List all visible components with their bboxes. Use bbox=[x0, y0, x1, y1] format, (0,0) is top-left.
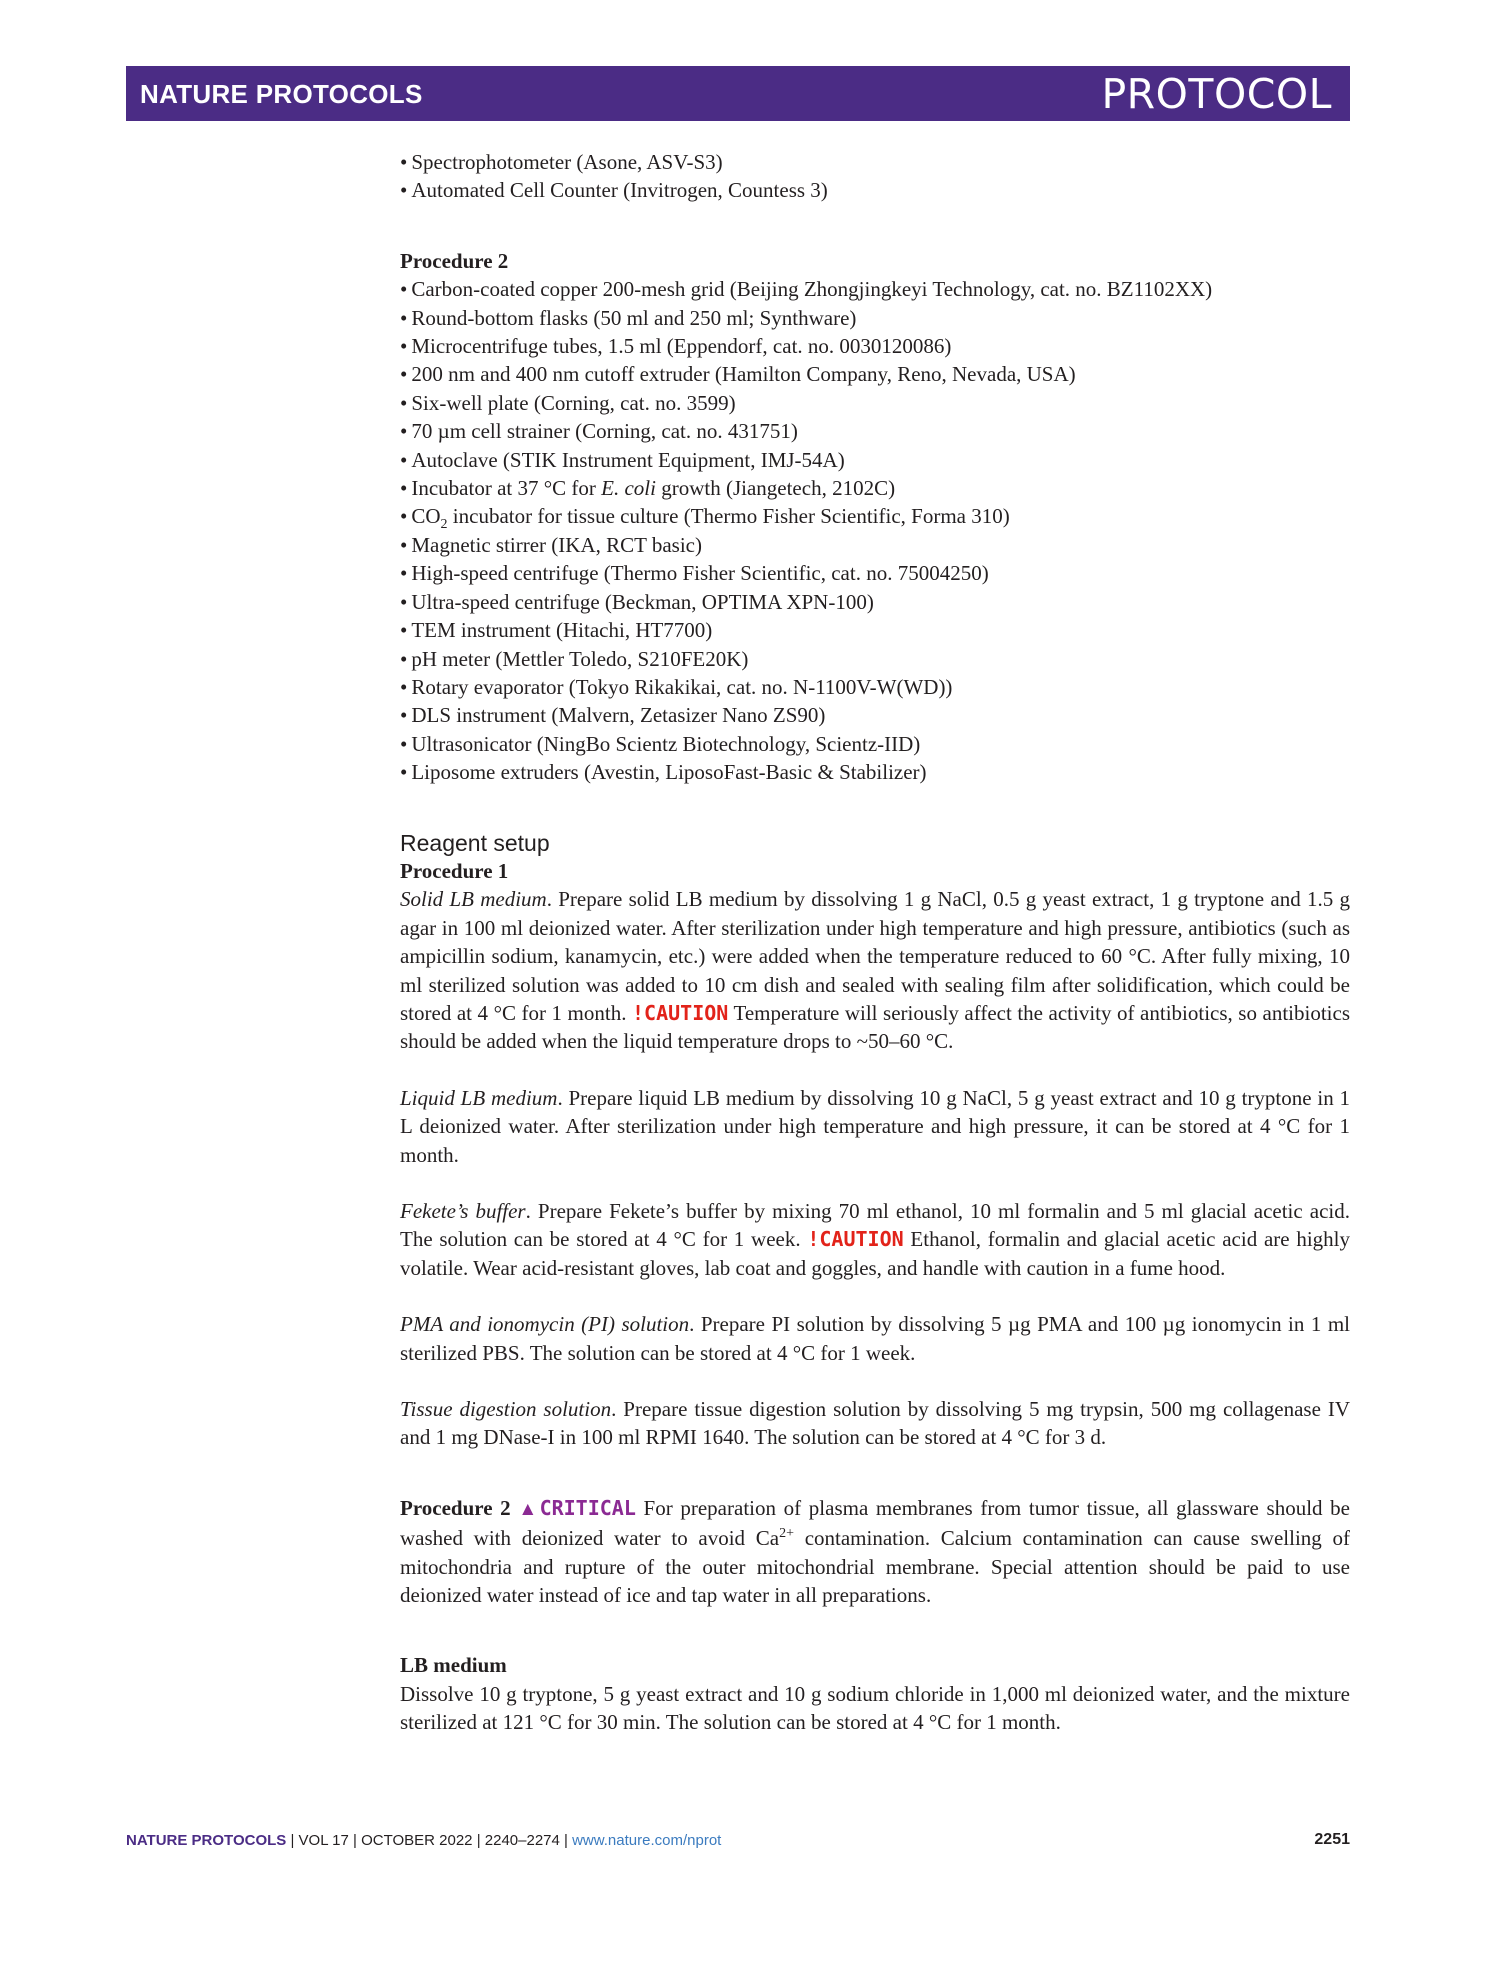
list-item: • Microcentrifuge tubes, 1.5 ml (Eppendorf, cat. no. 0030120086) bbox=[400, 334, 952, 359]
list-item: • DLS instrument (Malvern, Zetasizer Nano ZS90) bbox=[400, 703, 826, 728]
list-item: • Ultrasonicator (NingBo Scientz Biotechnology, Scientz-IID) bbox=[400, 731, 921, 756]
procedure2-critical-paragraph: Procedure 2 ▲CRITICAL For preparation of plasma membranes from tumor tissue, all glassware should be washed with deionized water to avoid $Ca^{2+}$ contamination. Calcium contamination can cause swelling of mitochondria and rupture of the outer mitochondrial membrane. Special attention should be paid to use deionized water instead of ice and tap water in all preparations. bbox=[400, 1495, 1351, 1608]
list-item: • Magnetic stirrer (IKA, RCT basic) bbox=[400, 532, 702, 557]
procedure2-equipment-heading: Procedure 2 bbox=[400, 248, 509, 273]
list-item: • pH meter (Mettler Toledo, S210FE20K) bbox=[400, 646, 749, 671]
list-item: • Liposome extruders (Avestin, LiposoFast-Basic & Stabilizer) bbox=[400, 760, 927, 785]
lb-medium-paragraph: Dissolve 10 g tryptone, 5 g yeast extract and 10 g sodium chloride in 1,000 ml deionized water, and the mixture sterilized at 121 °C for 30 min. The solution can be stored at 4 °C for 1 month. bbox=[400, 1681, 1350, 1735]
page-number: 2251 bbox=[1314, 1831, 1350, 1848]
equipment-list-top bbox=[400, 148, 1350, 205]
list-item: • High-speed centrifuge (Thermo Fisher Scientific, cat. no. 75004250) bbox=[400, 561, 989, 586]
list-item: • $CO_2$ incubator for tissue culture (Thermo Fisher Scientific, Forma 310) bbox=[400, 504, 1010, 533]
reagent-setup-heading: Reagent setup bbox=[400, 829, 550, 856]
critical-triangle-icon: ▲ bbox=[518, 1498, 540, 1520]
solid-lb-paragraph: Solid LB medium. Prepare solid LB medium by dissolving 1 g NaCl, 0.5 g yeast extract, 1 g tryptone and 1.5 g agar in 100 ml deionized water. After sterilization under high temperature and high pressure, antibiotics (such as ampicillin sodium, kanamycin, etc.) were added when the temperature reduced to 60 °C. After fully mixing, 10 ml sterilized solution was added to 10 cm dish and sealed with sealing film after solidification, which could be stored at 4 °C for 1 month. !CAUTION Temperature will seriously affect the activity of antibiotics, so antibiotics should be added when the liquid temperature drops to ~50–60 °C. bbox=[400, 887, 1350, 1054]
pi-solution-paragraph: PMA and ionomycin (PI) solution. Prepare PI solution by dissolving 5 µg PMA and 100 µg ionomycin in 1 ml sterilized PBS. The solution can be stored at 4 °C for 1 week. bbox=[400, 1312, 1350, 1365]
fekete-buffer-paragraph: Fekete’s buffer. Prepare Fekete’s buffer by mixing 70 ml ethanol, 10 ml formalin and 5 ml glacial acetic acid. The solution can be stored at 4 °C for 1 week. !CAUTION Ethanol, formalin and glacial acetic acid are highly volatile. Wear acid-resistant gloves, lab coat and goggles, and handle with caution in a fume hood. bbox=[400, 1199, 1350, 1280]
list-item: • Autoclave (STIK Instrument Equipment, IMJ-54A) bbox=[400, 447, 845, 472]
journal-link[interactable]: www.nature.com/nprot bbox=[572, 1832, 722, 1849]
list-item: • Automated Cell Counter (Invitrogen, Countess 3) bbox=[400, 178, 828, 203]
header-banner bbox=[126, 66, 1350, 121]
critical-label: CRITICAL bbox=[539, 1495, 636, 1520]
list-item: • 200 nm and 400 nm cutoff extruder (Hamilton Company, Reno, Nevada, USA) bbox=[400, 362, 1076, 387]
list-item: • Round-bottom flasks (50 ml and 250 ml; Synthware) bbox=[400, 305, 857, 330]
list-item: • Incubator at 37 °C for E. coli growth (Jiangetech, 2102C) bbox=[400, 476, 896, 501]
list-item: • Ultra-speed centrifuge (Beckman, OPTIMA XPN-100) bbox=[400, 589, 874, 614]
tissue-digestion-paragraph: Tissue digestion solution. Prepare tissue digestion solution by dissolving 5 mg trypsin, 500 mg collagenase IV and 1 mg DNase-I in 100 ml RPMI 1640. The solution can be stored at 4 °C for 3 d. bbox=[400, 1397, 1350, 1450]
procedure1-heading: Procedure 1 bbox=[400, 858, 509, 883]
page-footer bbox=[126, 1828, 1350, 1854]
list-item: • Spectrophotometer (Asone, ASV-S3) bbox=[400, 150, 723, 174]
caution-label: !CAUTION bbox=[807, 1227, 904, 1252]
caution-label: !CAUTION bbox=[632, 1000, 729, 1025]
page-body bbox=[400, 148, 1350, 1737]
lb-medium-heading: LB medium bbox=[400, 1653, 507, 1678]
procedure2-equipment-list bbox=[400, 275, 1350, 786]
article-type: PROTOCOL bbox=[1101, 70, 1332, 118]
list-item: • Six-well plate (Corning, cat. no. 3599) bbox=[400, 390, 736, 415]
list-item: • Carbon-coated copper 200-mesh grid (Beijing Zhongjingkeyi Technology, cat. no. BZ1102XX) bbox=[400, 277, 1213, 302]
footer-citation: NATURE PROTOCOLS | VOL 17 | OCTOBER 2022 | 2240–2274 | www.nature.com/nprot bbox=[126, 1832, 722, 1849]
journal-name: NATURE PROTOCOLS bbox=[140, 79, 423, 109]
list-item: • 70 µm cell strainer (Corning, cat. no. 431751) bbox=[400, 419, 798, 444]
liquid-lb-paragraph: Liquid LB medium. Prepare liquid LB medium by dissolving 10 g NaCl, 5 g yeast extract and 10 g tryptone in 1 L deionized water. After sterilization under high temperature and high pressure, it can be stored at 4 °C for 1 month. bbox=[400, 1085, 1350, 1167]
list-item: • Rotary evaporator (Tokyo Rikakikai, cat. no. N-1100V-W(WD)) bbox=[400, 674, 953, 699]
list-item: • TEM instrument (Hitachi, HT7700) bbox=[400, 618, 713, 643]
